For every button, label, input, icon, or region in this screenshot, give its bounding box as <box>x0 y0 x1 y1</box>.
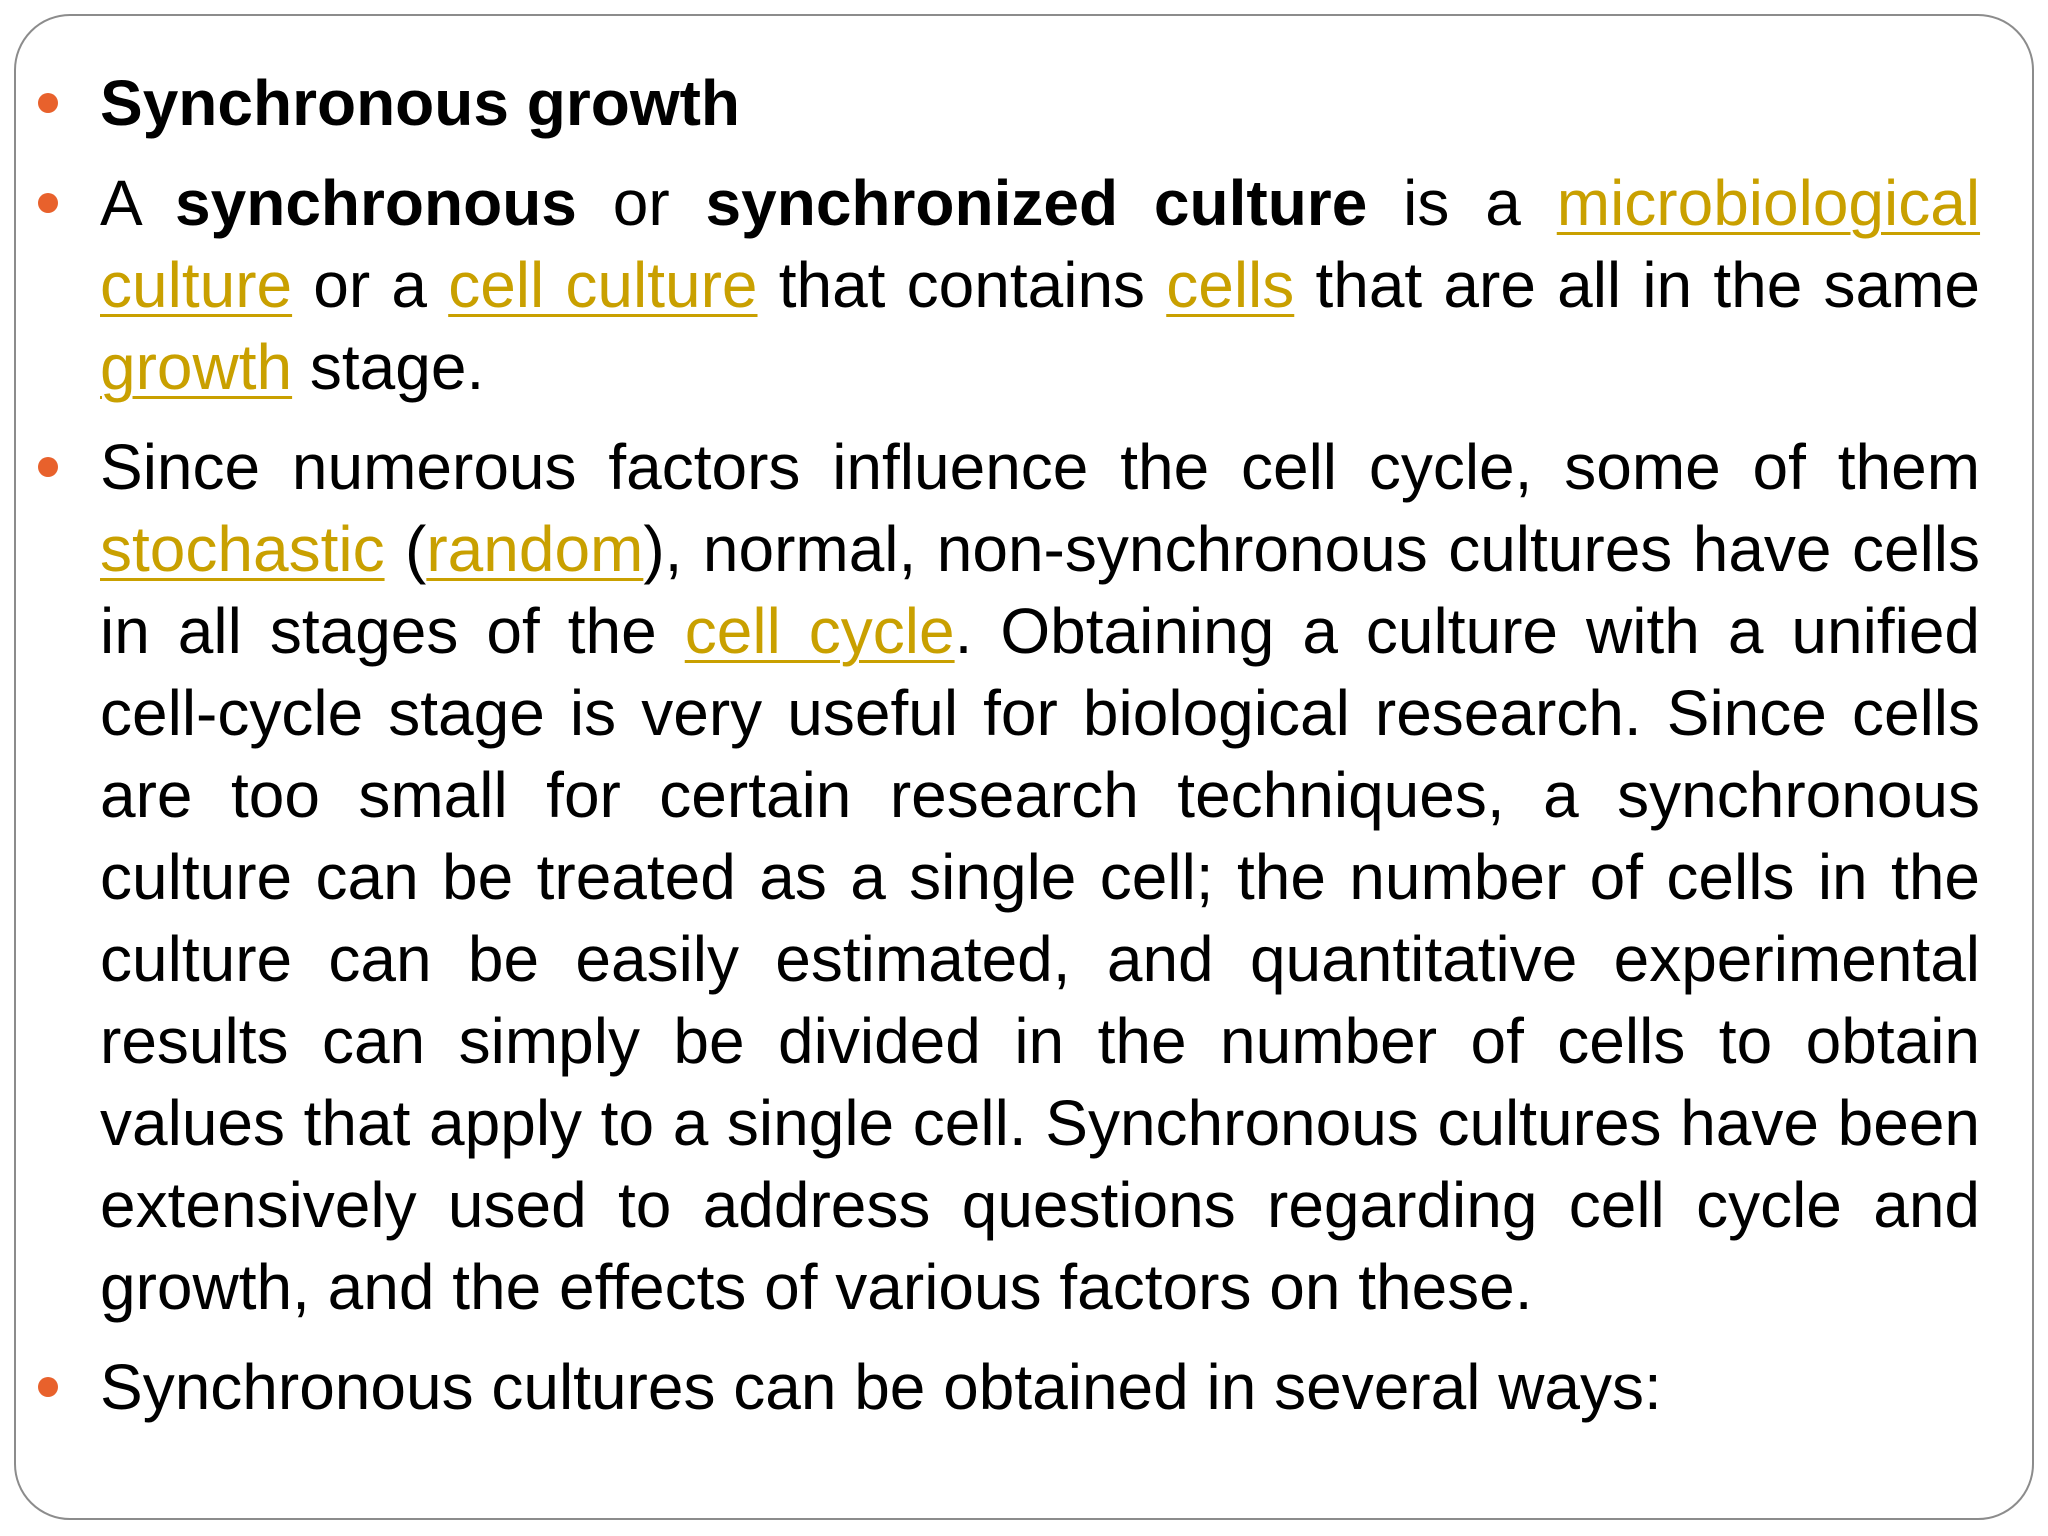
term-synchronized-culture: synchronized culture <box>705 167 1368 239</box>
text-run: Synchronous cultures can be obtained in several ways: <box>100 1351 1662 1423</box>
bullet-dot-icon <box>38 1377 58 1397</box>
link-cell-culture[interactable]: cell culture <box>448 249 758 321</box>
bullet-list <box>100 62 1980 1446</box>
text-run: or <box>576 167 706 239</box>
text-run: stage. <box>292 331 485 403</box>
link-cell-cycle[interactable]: cell cycle <box>684 595 955 667</box>
bullet-heading <box>100 62 1980 144</box>
slide-heading: Synchronous growth <box>100 67 740 139</box>
text-run: is a <box>1367 167 1557 239</box>
bullet-definition <box>100 162 1980 408</box>
bullet-dot-icon <box>38 93 58 113</box>
link-random[interactable]: random <box>426 513 644 585</box>
link-stochastic[interactable]: stochastic <box>100 513 385 585</box>
text-run: or a <box>292 249 449 321</box>
text-run: that contains <box>757 249 1167 321</box>
bullet-dot-icon <box>38 457 58 477</box>
bullet-dot-icon <box>38 193 58 213</box>
text-run: Since numerous factors influence the cell cycle, some of them <box>100 431 1980 503</box>
text-run: A <box>100 167 176 239</box>
text-run: ), normal, non-synchronous cultures have cells in all stages of the <box>100 513 1981 667</box>
bullet-explanation <box>100 426 1980 1328</box>
link-growth[interactable]: growth <box>100 331 293 403</box>
text-run: that are all in the same <box>1294 249 1981 321</box>
text-run: . Obtaining a culture with a unified cell-cycle stage is very useful for biological research. Since cells are too small for certain research techniques, a synchronous culture can be treated as a single cell; the number of cells in the culture can be easily estimated, and quantitative experimental results can simply be divided in the number of cells to obtain values that apply to a single cell. Synchronous cultures have been extensively used to address questions regarding cell cycle and growth, and the effects of various factors on these. <box>100 595 1981 1323</box>
text-run: ( <box>384 513 427 585</box>
bullet-methods <box>100 1346 1980 1428</box>
link-cells[interactable]: cells <box>1166 249 1295 321</box>
term-synchronous: synchronous <box>175 167 577 239</box>
link-microbiological-culture[interactable]: microbiological culture <box>100 167 1981 321</box>
